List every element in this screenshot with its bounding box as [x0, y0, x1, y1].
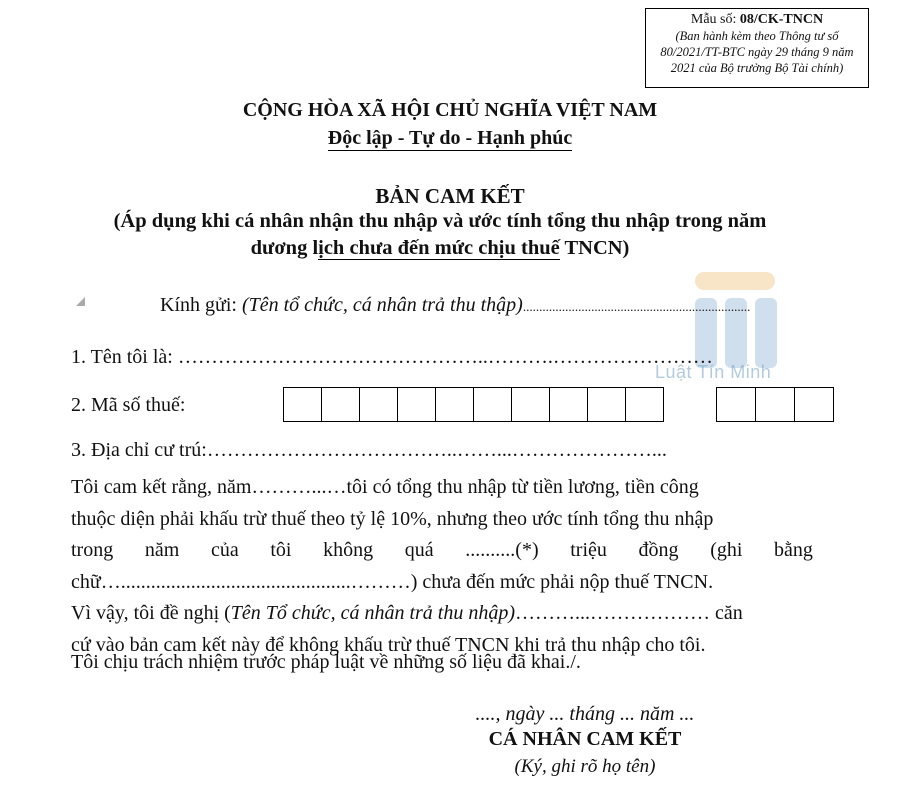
signature-note: (Ký, ghi rõ họ tên) [514, 756, 656, 777]
row3-word: tôi [270, 539, 292, 561]
subtitle-part-c: TNCN) [559, 237, 630, 259]
recipient-line [160, 294, 750, 317]
nation-motto [0, 127, 900, 150]
commitment-row-6: cứ vào bản cam kết này để không khấu trừ thuế TNCN khi trả thu nhập cho tôi. [71, 633, 706, 656]
recipient-field[interactable]: ...................................................................... [522, 299, 751, 314]
row3-word: không [323, 539, 374, 561]
name-field[interactable]: ………………………………………..……….…………………… [177, 346, 713, 368]
commitment-paragraph [71, 472, 813, 661]
signature-title: CÁ NHÂN CAM KẾT [488, 728, 682, 750]
tax-code-suffix-boxes[interactable] [716, 387, 833, 423]
form-code-prefix: Mẫu số: [690, 12, 740, 27]
subtitle-line-2 [35, 235, 845, 262]
subtitle-line-1: (Áp dụng khi cá nhân nhận thu nhập và ước tính tổng thu nhập trong năm [113, 210, 767, 232]
tax-code-boxes[interactable] [283, 387, 663, 423]
row3-word: (ghi [710, 539, 743, 561]
tax-code-cell[interactable] [716, 387, 756, 422]
tax-code-cell[interactable] [473, 387, 512, 422]
form-note-line: 80/2021/TT-BTC ngày 29 tháng 9 năm [660, 45, 854, 59]
document-title: BẢN CAM KẾT [375, 184, 525, 208]
liability-statement: Tôi chịu trách nhiệm trước pháp luật về những số liệu đã khai./. [71, 651, 581, 673]
row3-word: bằng [774, 539, 813, 561]
subtitle-part-a: dương l [250, 237, 319, 259]
tax-code-cell[interactable] [359, 387, 398, 422]
tax-code-label: 2. Mã số thuế: [71, 394, 186, 416]
form-code-line [646, 11, 868, 28]
commitment-row-3 [71, 535, 813, 567]
form-note-line: 2021 của Bộ trưởng Bộ Tài chính) [670, 61, 844, 75]
watermark-text: Luật Tín Minh [655, 362, 772, 382]
commitment-row-2: thuộc diện phải khấu trừ thuế theo tỷ lệ 10%, nhưng theo ước tính tổng thu nhập [71, 507, 714, 530]
income-limit-field[interactable]: ..........(*) [465, 539, 539, 561]
form-note-line: (Ban hành kèm theo Thông tư số [675, 29, 839, 43]
row3-word: của [210, 539, 239, 561]
row3-word: đồng [638, 539, 679, 561]
form-number-box [645, 8, 869, 88]
commitment-row-4: chữ…..............................................………) chưa đến mức phải nộp thuế TNCN. [71, 570, 714, 593]
tax-code-cell[interactable] [587, 387, 626, 422]
row5-text-a: Vì vậy, tôi đề nghị ( [71, 602, 231, 624]
tax-code-cell[interactable] [397, 387, 436, 422]
signature-date-line[interactable]: ...., ngày ... tháng ... năm ... [475, 703, 695, 725]
paragraph-marker-icon [76, 297, 85, 306]
commitment-row-5 [71, 598, 813, 630]
address-label: 3. Địa chỉ cư trú: [71, 439, 207, 461]
recipient-hint: (Tên tổ chức, cá nhân trả thu thập) [241, 294, 523, 316]
tax-code-cell[interactable] [755, 387, 795, 422]
address-field[interactable]: ………………………………..……...…………………... [206, 439, 667, 461]
form-issuance-note [646, 28, 868, 76]
row3-word: trong [71, 539, 114, 561]
commitment-row-1: Tôi cam kết rằng, năm………...…tôi có tổng thu nhập từ tiền lương, tiền công [71, 476, 699, 498]
row3-word: quá [404, 539, 434, 561]
subtitle-part-underlined: ịch chưa đến mức chịu thuế [318, 237, 560, 259]
row3-word: triệu [570, 539, 607, 561]
name-line [71, 346, 713, 369]
row5-hint: Tên Tổ chức, cá nhân trả thu nhập) [230, 602, 516, 624]
document-subtitle [35, 208, 845, 262]
row3-word: năm [144, 539, 180, 561]
tax-code-cell[interactable] [794, 387, 834, 422]
row5-field[interactable]: ………...……………… căn [515, 602, 743, 624]
tax-code-cell[interactable] [283, 387, 322, 422]
nation-title: CỘNG HÒA XÃ HỘI CHỦ NGHĨA VIỆT NAM [242, 99, 658, 121]
motto-text: Độc lập - Tự do - Hạnh phúc [327, 127, 573, 149]
tax-code-cell[interactable] [511, 387, 550, 422]
tax-code-cell[interactable] [321, 387, 360, 422]
form-code: 08/CK-TNCN [739, 12, 824, 27]
recipient-label: Kính gửi: [160, 294, 242, 316]
tax-code-cell[interactable] [549, 387, 588, 422]
tax-code-cell[interactable] [435, 387, 474, 422]
tax-code-cell[interactable] [625, 387, 664, 422]
address-line [71, 439, 667, 462]
name-label: 1. Tên tôi là: [71, 346, 178, 368]
